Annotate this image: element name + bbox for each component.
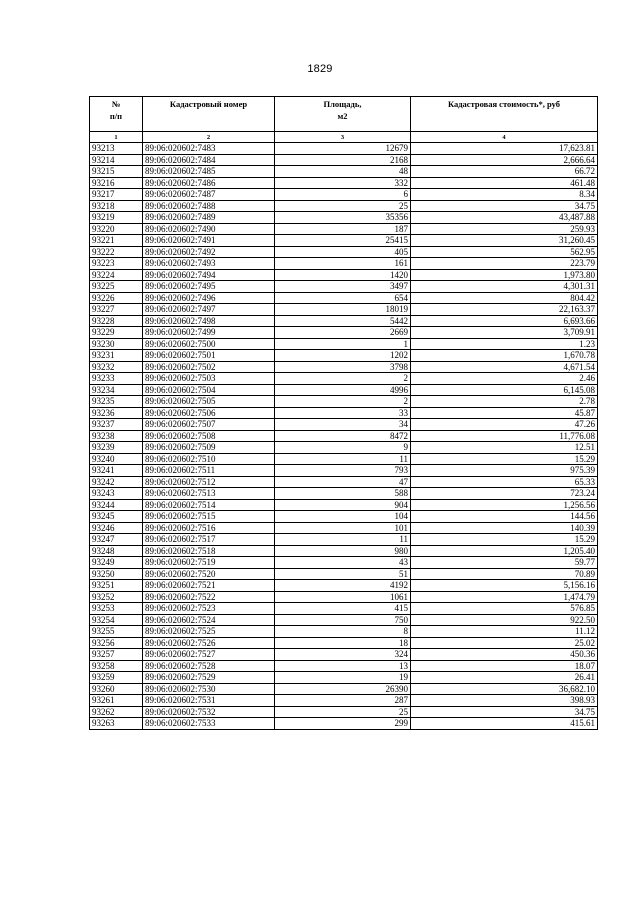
cadastral-cost-cell: 223.79: [411, 258, 598, 270]
row-number-cell: 93250: [90, 568, 143, 580]
area-cell: 34: [275, 419, 411, 431]
row-number-cell: 93234: [90, 384, 143, 396]
row-number-cell: 93240: [90, 453, 143, 465]
row-number-cell: 93243: [90, 488, 143, 500]
row-number-cell: 93221: [90, 235, 143, 247]
cadastral-cost-cell: 5,156.16: [411, 580, 598, 592]
cadastral-cost-cell: 144.56: [411, 511, 598, 523]
cadastral-number-cell: 89:06:020602:7530: [143, 683, 275, 695]
cadastral-number-cell: 89:06:020602:7499: [143, 327, 275, 339]
row-number-cell: 93227: [90, 304, 143, 316]
table-row: [90, 235, 598, 247]
row-number-cell: 93260: [90, 683, 143, 695]
cadastral-number-cell: 89:06:020602:7498: [143, 315, 275, 327]
header-number: [90, 97, 143, 132]
cadastral-number-cell: 89:06:020602:7521: [143, 580, 275, 592]
cadastral-cost-cell: 26.41: [411, 672, 598, 684]
page-number: 1829: [307, 63, 333, 75]
row-number-cell: 93215: [90, 166, 143, 178]
table-row: [90, 338, 598, 350]
area-cell: 1061: [275, 591, 411, 603]
cadastral-number-cell: 89:06:020602:7484: [143, 154, 275, 166]
table-row: [90, 407, 598, 419]
table-row: [90, 534, 598, 546]
cadastral-cost-cell: 4,671.54: [411, 361, 598, 373]
cadastral-number-cell: 89:06:020602:7522: [143, 591, 275, 603]
row-number-cell: 93252: [90, 591, 143, 603]
row-number-cell: 93217: [90, 189, 143, 201]
cadastral-number-cell: 89:06:020602:7523: [143, 603, 275, 615]
cadastral-cost-cell: 8.34: [411, 189, 598, 201]
row-number-cell: 93248: [90, 545, 143, 557]
cadastral-cost-cell: 1,670.78: [411, 350, 598, 362]
row-number-cell: 93257: [90, 649, 143, 661]
cadastral-cost-cell: 562.95: [411, 246, 598, 258]
cadastral-number-cell: 89:06:020602:7497: [143, 304, 275, 316]
cadastral-number-cell: 89:06:020602:7494: [143, 269, 275, 281]
table-row: [90, 695, 598, 707]
cadastral-cost-cell: 922.50: [411, 614, 598, 626]
cadastral-cost-cell: 25.02: [411, 637, 598, 649]
area-cell: 4996: [275, 384, 411, 396]
area-cell: 8472: [275, 430, 411, 442]
area-cell: 1420: [275, 269, 411, 281]
row-number-cell: 93263: [90, 718, 143, 730]
cadastral-cost-cell: 4,301.31: [411, 281, 598, 293]
table-row: [90, 499, 598, 511]
table-row: [90, 430, 598, 442]
table-row: [90, 614, 598, 626]
area-cell: 35356: [275, 212, 411, 224]
table-row: [90, 292, 598, 304]
column-index-2: 2: [143, 132, 275, 143]
table-row: [90, 603, 598, 615]
cadastral-number-cell: 89:06:020602:7518: [143, 545, 275, 557]
cadastral-number-cell: 89:06:020602:7533: [143, 718, 275, 730]
table-row: [90, 246, 598, 258]
area-cell: 1: [275, 338, 411, 350]
table-row: [90, 557, 598, 569]
cadastral-cost-cell: 3,709.91: [411, 327, 598, 339]
cadastral-cost-cell: 140.39: [411, 522, 598, 534]
area-cell: 904: [275, 499, 411, 511]
row-number-cell: 93223: [90, 258, 143, 270]
header-row: [90, 97, 598, 132]
area-cell: 25: [275, 200, 411, 212]
table-row: [90, 568, 598, 580]
row-number-cell: 93253: [90, 603, 143, 615]
table-row: [90, 522, 598, 534]
area-cell: 2: [275, 373, 411, 385]
row-number-cell: 93254: [90, 614, 143, 626]
cadastral-number-cell: 89:06:020602:7517: [143, 534, 275, 546]
row-number-cell: 93256: [90, 637, 143, 649]
area-cell: 104: [275, 511, 411, 523]
cadastral-number-cell: 89:06:020602:7483: [143, 143, 275, 155]
table-row: [90, 361, 598, 373]
cadastral-cost-cell: 804.42: [411, 292, 598, 304]
row-number-cell: 93258: [90, 660, 143, 672]
cadastral-cost-cell: 45.87: [411, 407, 598, 419]
area-cell: 1202: [275, 350, 411, 362]
cadastral-number-cell: 89:06:020602:7486: [143, 177, 275, 189]
area-cell: 750: [275, 614, 411, 626]
cadastral-cost-cell: 1,973.80: [411, 269, 598, 281]
header-number-line1: №: [111, 99, 121, 109]
cadastral-cost-cell: 576.85: [411, 603, 598, 615]
area-cell: 3798: [275, 361, 411, 373]
area-cell: 654: [275, 292, 411, 304]
cadastral-cost-cell: 1,205.40: [411, 545, 598, 557]
row-number-cell: 93225: [90, 281, 143, 293]
cadastral-cost-cell: 259.93: [411, 223, 598, 235]
row-number-cell: 93247: [90, 534, 143, 546]
table-row: [90, 315, 598, 327]
row-number-cell: 93246: [90, 522, 143, 534]
cadastral-cost-cell: 65.33: [411, 476, 598, 488]
area-cell: 4192: [275, 580, 411, 592]
row-number-cell: 93255: [90, 626, 143, 638]
cadastral-cost-cell: 1,474.79: [411, 591, 598, 603]
row-number-cell: 93232: [90, 361, 143, 373]
row-number-cell: 93228: [90, 315, 143, 327]
row-number-cell: 93237: [90, 419, 143, 431]
table-row: [90, 672, 598, 684]
cadastral-number-cell: 89:06:020602:7519: [143, 557, 275, 569]
header-area-line1: Площадь,: [323, 99, 362, 109]
cadastral-number-cell: 89:06:020602:7491: [143, 235, 275, 247]
area-cell: 18019: [275, 304, 411, 316]
cadastral-number-cell: 89:06:020602:7490: [143, 223, 275, 235]
cadastral-cost-cell: 2.78: [411, 396, 598, 408]
row-number-cell: 93224: [90, 269, 143, 281]
area-cell: 26390: [275, 683, 411, 695]
table-row: [90, 200, 598, 212]
row-number-cell: 93236: [90, 407, 143, 419]
cadastral-number-cell: 89:06:020602:7501: [143, 350, 275, 362]
area-cell: 6: [275, 189, 411, 201]
table-row: [90, 718, 598, 730]
table-row: [90, 706, 598, 718]
cadastral-cost-cell: 70.89: [411, 568, 598, 580]
cadastral-cost-cell: 12.51: [411, 442, 598, 454]
cadastral-number-cell: 89:06:020602:7512: [143, 476, 275, 488]
area-cell: 332: [275, 177, 411, 189]
table-row: [90, 396, 598, 408]
row-number-cell: 93214: [90, 154, 143, 166]
area-cell: 2168: [275, 154, 411, 166]
table-row: [90, 189, 598, 201]
table-header: [90, 97, 598, 143]
table-row: [90, 580, 598, 592]
cadastral-number-cell: 89:06:020602:7510: [143, 453, 275, 465]
table-row: [90, 177, 598, 189]
header-cadastral-label: Кадастровый номер: [169, 99, 248, 109]
area-cell: 48: [275, 166, 411, 178]
area-cell: 2669: [275, 327, 411, 339]
cadastral-number-cell: 89:06:020602:7509: [143, 442, 275, 454]
column-index-4: 4: [411, 132, 598, 143]
row-number-cell: 93259: [90, 672, 143, 684]
area-cell: 43: [275, 557, 411, 569]
row-number-cell: 93218: [90, 200, 143, 212]
area-cell: 324: [275, 649, 411, 661]
area-cell: 5442: [275, 315, 411, 327]
row-number-cell: 93231: [90, 350, 143, 362]
area-cell: 793: [275, 465, 411, 477]
header-cadastral-cost: [411, 97, 598, 132]
table-row: [90, 143, 598, 155]
cadastral-cost-cell: 1.23: [411, 338, 598, 350]
cadastral-number-cell: 89:06:020602:7525: [143, 626, 275, 638]
cadastral-number-cell: 89:06:020602:7500: [143, 338, 275, 350]
cadastral-cost-cell: 66.72: [411, 166, 598, 178]
cadastral-cost-cell: 34.75: [411, 706, 598, 718]
cadastral-cost-cell: 6,693.66: [411, 315, 598, 327]
cadastral-cost-cell: 398.93: [411, 695, 598, 707]
cadastral-table: [89, 96, 598, 730]
table-row: [90, 258, 598, 270]
area-cell: 19: [275, 672, 411, 684]
table-row: [90, 442, 598, 454]
cadastral-cost-cell: 59.77: [411, 557, 598, 569]
area-cell: 3497: [275, 281, 411, 293]
cadastral-number-cell: 89:06:020602:7493: [143, 258, 275, 270]
cadastral-number-cell: 89:06:020602:7485: [143, 166, 275, 178]
area-cell: 18: [275, 637, 411, 649]
row-number-cell: 93242: [90, 476, 143, 488]
row-number-cell: 93261: [90, 695, 143, 707]
area-cell: 25: [275, 706, 411, 718]
table-row: [90, 166, 598, 178]
table-body: [90, 143, 598, 730]
area-cell: 161: [275, 258, 411, 270]
area-cell: 51: [275, 568, 411, 580]
table-row: [90, 350, 598, 362]
row-number-cell: 93251: [90, 580, 143, 592]
cadastral-cost-cell: 43,487.88: [411, 212, 598, 224]
cadastral-number-cell: 89:06:020602:7516: [143, 522, 275, 534]
header-number-line2: п/п: [109, 111, 123, 121]
column-index-3: 3: [275, 132, 411, 143]
cadastral-number-cell: 89:06:020602:7513: [143, 488, 275, 500]
cadastral-cost-cell: 975.39: [411, 465, 598, 477]
row-number-cell: 93216: [90, 177, 143, 189]
table-row: [90, 511, 598, 523]
row-number-cell: 93249: [90, 557, 143, 569]
cadastral-cost-cell: 11.12: [411, 626, 598, 638]
header-cadastral-number: [143, 97, 275, 132]
cadastral-cost-cell: 2.46: [411, 373, 598, 385]
header-cost-label: Кадастровая стоимость*, руб: [447, 99, 561, 109]
area-cell: 8: [275, 626, 411, 638]
column-index-1: 1: [90, 132, 143, 143]
cadastral-number-cell: 89:06:020602:7503: [143, 373, 275, 385]
table-row: [90, 373, 598, 385]
cadastral-number-cell: 89:06:020602:7532: [143, 706, 275, 718]
table-row: [90, 419, 598, 431]
table-row: [90, 545, 598, 557]
area-cell: 588: [275, 488, 411, 500]
cadastral-number-cell: 89:06:020602:7514: [143, 499, 275, 511]
cadastral-number-cell: 89:06:020602:7526: [143, 637, 275, 649]
area-cell: 299: [275, 718, 411, 730]
cadastral-cost-cell: 34.75: [411, 200, 598, 212]
cadastral-number-cell: 89:06:020602:7528: [143, 660, 275, 672]
row-number-cell: 93226: [90, 292, 143, 304]
cadastral-cost-cell: 415.61: [411, 718, 598, 730]
table-row: [90, 637, 598, 649]
area-cell: 13: [275, 660, 411, 672]
cadastral-cost-cell: 723.24: [411, 488, 598, 500]
cadastral-number-cell: 89:06:020602:7507: [143, 419, 275, 431]
row-number-cell: 93222: [90, 246, 143, 258]
cadastral-number-cell: 89:06:020602:7529: [143, 672, 275, 684]
cadastral-number-cell: 89:06:020602:7488: [143, 200, 275, 212]
cadastral-number-cell: 89:06:020602:7527: [143, 649, 275, 661]
table-row: [90, 465, 598, 477]
cadastral-cost-cell: 36,682.10: [411, 683, 598, 695]
row-number-cell: 93220: [90, 223, 143, 235]
cadastral-cost-cell: 1,256.56: [411, 499, 598, 511]
row-number-cell: 93213: [90, 143, 143, 155]
cadastral-number-cell: 89:06:020602:7496: [143, 292, 275, 304]
area-cell: 12679: [275, 143, 411, 155]
header-area: [275, 97, 411, 132]
area-cell: 287: [275, 695, 411, 707]
table-row: [90, 304, 598, 316]
column-index-row: [90, 132, 598, 143]
table-row: [90, 154, 598, 166]
table-row: [90, 683, 598, 695]
cadastral-number-cell: 89:06:020602:7495: [143, 281, 275, 293]
area-cell: 980: [275, 545, 411, 557]
cadastral-cost-cell: 15.29: [411, 534, 598, 546]
row-number-cell: 93238: [90, 430, 143, 442]
cadastral-cost-cell: 15.29: [411, 453, 598, 465]
area-cell: 33: [275, 407, 411, 419]
cadastral-number-cell: 89:06:020602:7504: [143, 384, 275, 396]
row-number-cell: 93219: [90, 212, 143, 224]
cadastral-cost-cell: 2,666.64: [411, 154, 598, 166]
area-cell: 25415: [275, 235, 411, 247]
row-number-cell: 93235: [90, 396, 143, 408]
table-row: [90, 488, 598, 500]
area-cell: 2: [275, 396, 411, 408]
row-number-cell: 93241: [90, 465, 143, 477]
cadastral-cost-cell: 47.26: [411, 419, 598, 431]
table-row: [90, 476, 598, 488]
area-cell: 415: [275, 603, 411, 615]
cadastral-cost-cell: 11,776.08: [411, 430, 598, 442]
area-cell: 11: [275, 453, 411, 465]
row-number-cell: 93262: [90, 706, 143, 718]
table-row: [90, 591, 598, 603]
cadastral-number-cell: 89:06:020602:7502: [143, 361, 275, 373]
table-row: [90, 212, 598, 224]
row-number-cell: 93244: [90, 499, 143, 511]
cadastral-number-cell: 89:06:020602:7487: [143, 189, 275, 201]
table-row: [90, 281, 598, 293]
cadastral-number-cell: 89:06:020602:7520: [143, 568, 275, 580]
cadastral-number-cell: 89:06:020602:7524: [143, 614, 275, 626]
row-number-cell: 93239: [90, 442, 143, 454]
cadastral-number-cell: 89:06:020602:7511: [143, 465, 275, 477]
cadastral-cost-cell: 461.48: [411, 177, 598, 189]
table-row: [90, 269, 598, 281]
cadastral-number-cell: 89:06:020602:7492: [143, 246, 275, 258]
cadastral-cost-cell: 31,260.45: [411, 235, 598, 247]
cadastral-number-cell: 89:06:020602:7508: [143, 430, 275, 442]
cadastral-number-cell: 89:06:020602:7489: [143, 212, 275, 224]
cadastral-cost-cell: 6,145.08: [411, 384, 598, 396]
cadastral-cost-cell: 22,163.37: [411, 304, 598, 316]
area-cell: 405: [275, 246, 411, 258]
table-row: [90, 626, 598, 638]
table-row: [90, 660, 598, 672]
row-number-cell: 93229: [90, 327, 143, 339]
row-number-cell: 93230: [90, 338, 143, 350]
table-row: [90, 327, 598, 339]
area-cell: 187: [275, 223, 411, 235]
cadastral-cost-cell: 18.07: [411, 660, 598, 672]
cadastral-number-cell: 89:06:020602:7531: [143, 695, 275, 707]
area-cell: 101: [275, 522, 411, 534]
table-row: [90, 649, 598, 661]
cadastral-number-cell: 89:06:020602:7505: [143, 396, 275, 408]
table-row: [90, 223, 598, 235]
area-cell: 11: [275, 534, 411, 546]
cadastral-number-cell: 89:06:020602:7515: [143, 511, 275, 523]
table-row: [90, 384, 598, 396]
area-cell: 9: [275, 442, 411, 454]
header-area-line2: м2: [337, 111, 348, 121]
cadastral-number-cell: 89:06:020602:7506: [143, 407, 275, 419]
row-number-cell: 93233: [90, 373, 143, 385]
cadastral-cost-cell: 450.36: [411, 649, 598, 661]
cadastral-cost-cell: 17,623.81: [411, 143, 598, 155]
table-row: [90, 453, 598, 465]
area-cell: 47: [275, 476, 411, 488]
row-number-cell: 93245: [90, 511, 143, 523]
